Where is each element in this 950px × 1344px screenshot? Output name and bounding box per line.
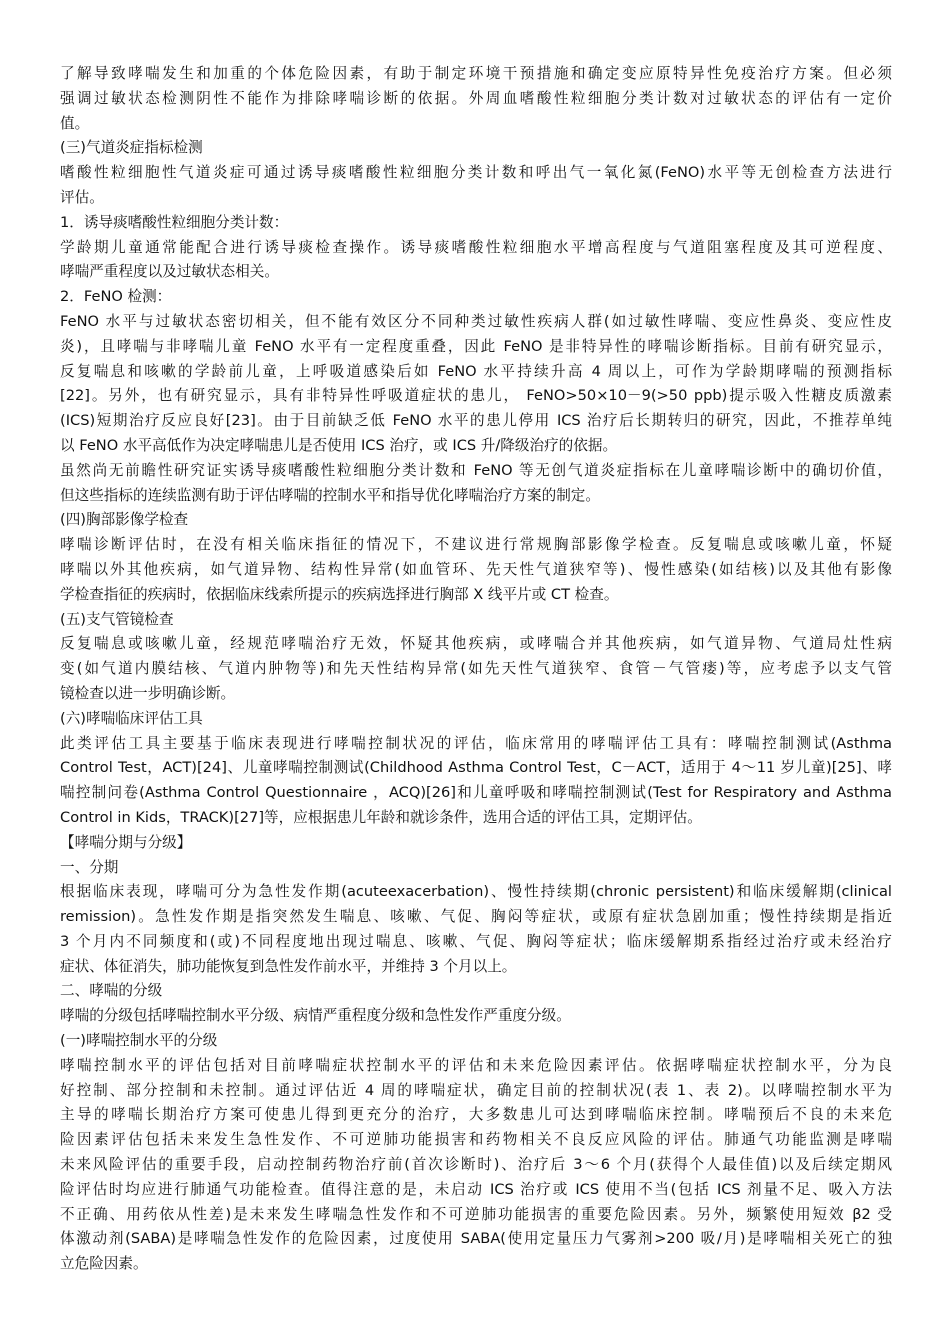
body-text-line: 虽然尚无前瞻性研究证实诱导痰嗜酸性粒细胞分类计数和 FeNO 等无创气道炎症指标在儿童哮喘诊断中的确切价值， — [60, 461, 892, 479]
section-heading: (五)支气管镜检查 — [60, 610, 174, 628]
body-text-line: 炎)，且哮喘与非哮喘儿童 FeNO 水平有一定程度重叠，因此 FeNO 是非特异性的哮喘诊断指标。目前有研究显示， — [60, 337, 892, 355]
body-text-line: Control Test，ACT)[24]、儿童哮喘控制测试(Childhood Asthma Control Test，C－ACT，适用于 4～11 岁儿童)[25]、哮 — [60, 759, 892, 777]
body-text-line: 好控制、部分控制和未控制。通过评估近 4 周的哮喘症状，确定目前的控制状况(表 1、表 2)。以哮喘控制水平为 — [60, 1081, 892, 1099]
body-text-line: 喘控制问卷(Asthma Control Questionnaire ，ACQ)[26]和儿童呼吸和哮喘控制测试(Test for Respiratory and Asthma — [60, 784, 892, 802]
body-text-line: 评估。 — [60, 188, 104, 206]
body-text-line: 根据临床表现，哮喘可分为急性发作期(acuteexacerbation)、慢性持续期(chronic persistent)和临床缓解期(clinical — [60, 883, 892, 901]
body-text-line: 以 FeNO 水平高低作为决定哮喘患儿是否使用 ICS 治疗，或 ICS 升/降级治疗的依据。 — [60, 436, 618, 454]
body-text-line: FeNO 水平与过敏状态密切相关，但不能有效区分不同种类过敏性疾病人群(如过敏性哮喘、变应性鼻炎、变应性皮 — [60, 312, 892, 330]
subsection-heading: 2．FeNO 检测： — [60, 288, 172, 306]
body-text-line: 镜检查以进一步明确诊断。 — [60, 684, 236, 702]
body-text-line: 哮喘以外其他疾病，如气道异物、结构性异常(如血管环、先天性气道狭窄等)、慢性感染(如结核)以及其他有影像 — [60, 560, 892, 578]
body-text-line: 嗜酸性粒细胞性气道炎症可通过诱导痰嗜酸性粒细胞分类计数和呼出气一氧化氮(FeNO)水平等无创检查方法进行 — [60, 164, 892, 182]
body-text-line: 哮喘的分级包括哮喘控制水平分级、病情严重程度分级和急性发作严重度分级。 — [60, 1007, 571, 1025]
body-text-line: 但这些指标的连续监测有助于评估哮喘的控制水平和指导优化哮喘治疗方案的制定。 — [60, 486, 600, 504]
subsection-heading: 1．诱导痰嗜酸性粒细胞分类计数： — [60, 213, 289, 231]
body-text-line: 哮喘严重程度以及过敏状态相关。 — [60, 263, 279, 281]
body-text-line: [22]。另外，也有研究显示，具有非特异性呼吸道症状的患儿， FeNO>50×10－9(>50 ppb)提示吸入性糖皮质激素 — [60, 387, 892, 405]
body-text-line: 反复喘息或咳嗽儿童，经规范哮喘治疗无效，怀疑其他疾病，或哮喘合并其他疾病，如气道异物、气道局灶性病 — [60, 635, 892, 653]
section-heading: (三)气道炎症指标检测 — [60, 139, 203, 157]
body-text-line: 哮喘控制水平的评估包括对目前哮喘症状控制水平的评估和未来危险因素评估。依据哮喘症状控制水平，分为良 — [60, 1056, 892, 1074]
body-text-line: 哮喘诊断评估时，在没有相关临床指征的情况下，不建议进行常规胸部影像学检查。反复喘息或咳嗽儿童，怀疑 — [60, 536, 892, 554]
section-heading: (六)哮喘临床评估工具 — [60, 709, 203, 727]
body-text-line: 主导的哮喘长期治疗方案可使患儿得到更充分的治疗，大多数患儿可达到哮喘临床控制。哮喘预后不良的未来危 — [60, 1106, 892, 1124]
section-heading: 二、哮喘的分级 — [60, 982, 163, 1000]
chapter-heading: 【哮喘分期与分级】 — [60, 833, 192, 851]
section-heading: (四)胸部影像学检查 — [60, 511, 189, 529]
body-text-line: Control in Kids，TRACK)[27]等，应根据患儿年龄和就诊条件，选用合适的评估工具，定期评估。 — [60, 808, 702, 826]
body-text-line: 未来风险评估的重要手段，启动控制药物治疗前(首次诊断时)、治疗后 3～6 个月(获得个人最佳值)以及后续定期风 — [60, 1156, 892, 1174]
body-text-line: 立危险因素。 — [60, 1255, 148, 1273]
body-text-line: 反复喘息和咳嗽的学龄前儿童，上呼吸道感染后如 FeNO 水平持续升高 4 周以上，可作为学龄期哮喘的预测指标 — [60, 362, 892, 380]
body-text-line: 了解导致哮喘发生和加重的个体危险因素，有助于制定环境干预措施和确定变应原特异性免疫治疗方案。但必须 — [60, 65, 892, 82]
section-heading: (一)哮喘控制水平的分级 — [60, 1032, 218, 1050]
body-text-line: 险评估时均应进行肺通气功能检查。值得注意的是，未启动 ICS 治疗或 ICS 使用不当(包括 ICS 剂量不足、吸入方法 — [60, 1180, 892, 1198]
body-text-line: (ICS)短期治疗反应良好[23]。由于目前缺乏低 FeNO 水平的患儿停用 ICS 治疗后长期转归的研究，因此，不推荐单纯 — [60, 412, 892, 430]
body-text-line: 强调过敏状态检测阴性不能作为排除哮喘诊断的依据。外周血嗜酸性粒细胞分类计数对过敏状态的评估有一定价 — [60, 89, 892, 107]
section-heading: 一、分期 — [60, 858, 119, 876]
body-text-line: 险因素评估包括未来发生急性发作、不可逆肺功能损害和药物相关不良反应风险的评估。肺通气功能监测是哮喘 — [60, 1131, 892, 1149]
body-text-line: 变(如气道内膜结核、气道内肿物等)和先天性结构异常(如先天性气道狭窄、食管－气管瘘)等，应考虑予以支气管 — [60, 660, 892, 678]
body-text-line: 值。 — [60, 114, 90, 132]
body-text-line: 不正确、用药依从性差)是未来发生哮喘急性发作和不可逆肺功能损害的重要危险因素。另外，频繁使用短效 β2 受 — [60, 1205, 892, 1223]
body-text-line: 症状、体征消失，肺功能恢复到急性发作前水平，并维持 3 个月以上。 — [60, 957, 517, 975]
body-text-line: 体激动剂(SABA)是哮喘急性发作的危险因素，过度使用 SABA(使用定量压力气雾剂>200 吸/月)是哮喘相关死亡的独 — [60, 1230, 892, 1248]
body-text-line: 学龄期儿童通常能配合进行诱导痰检查操作。诱导痰嗜酸性粒细胞水平增高程度与气道阻塞程度及其可逆程度、 — [60, 238, 892, 256]
body-text-line: 此类评估工具主要基于临床表现进行哮喘控制状况的评估，临床常用的哮喘评估工具有：哮喘控制测试(Asthma — [60, 734, 892, 752]
document-page — [60, 62, 892, 1277]
body-text-line: 学检查指征的疾病时，依据临床线索所提示的疾病选择进行胸部 X 线平片或 CT 检查。 — [60, 585, 619, 603]
body-text-line: remission)。急性发作期是指突然发生喘息、咳嗽、气促、胸闷等症状，或原有症状急剧加重；慢性持续期是指近 — [60, 908, 892, 926]
body-text-line: 3 个月内不同频度和(或)不同程度地出现过喘息、咳嗽、气促、胸闷等症状；临床缓解期系指经过治疗或未经治疗 — [60, 932, 892, 950]
